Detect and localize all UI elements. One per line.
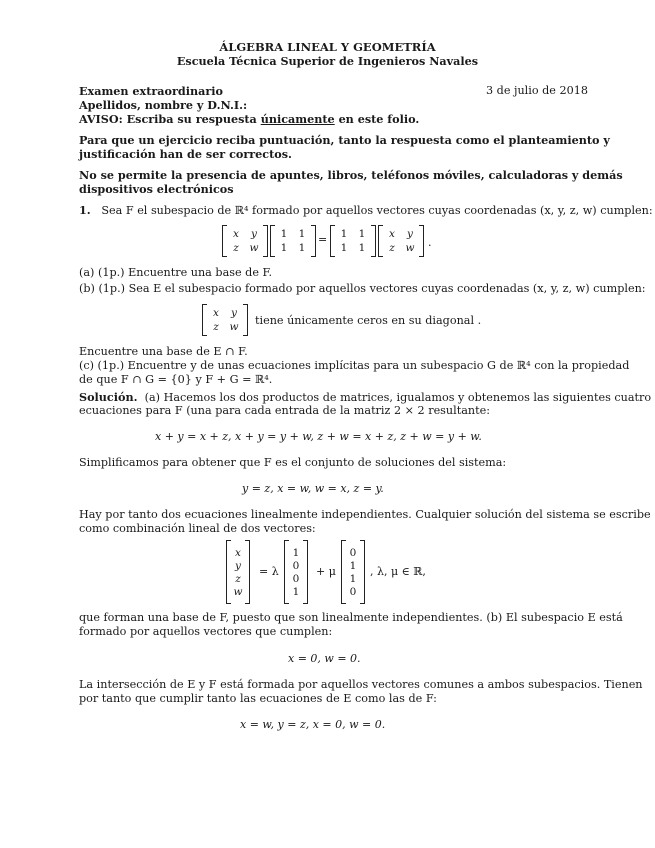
solution-line-3a: Hay por tanto dos ecuaciones linealmente independientes. Cualquier solución del sistema se escribe xyxy=(79,508,651,521)
diagonal-condition: tiene únicamente ceros en su diagonal . xyxy=(255,314,482,327)
rule-1-line-1: Para que un ejercicio reciba puntuación, tanto la respuesta como el planteamiento y xyxy=(79,133,610,147)
part-a: (a) (1p.) Encuentre una base de F. xyxy=(79,266,273,279)
solution-line-5b: por tanto que cumplir tanto las ecuaciones de E como las de F: xyxy=(79,692,437,705)
equations-a: x + y = x + z, x + y = y + w, z + w = x + z, z + w = y + w. xyxy=(155,430,482,443)
solution-line-2: ecuaciones para F (una para cada entrada de la matriz 2 × 2 resultante: xyxy=(79,404,490,417)
vector-xyzw: x y z w xyxy=(226,540,250,604)
equals-lambda: = λ xyxy=(259,565,279,578)
matrix-ones-2: 1 1 1 1 xyxy=(330,225,376,257)
equals-sign: = xyxy=(318,233,328,246)
solution-label: Solución. xyxy=(79,390,138,404)
part-b: (b) (1p.) Sea E el subespacio formado por aquellos vectores cuyas coordenadas (x, y, z, w) cumplen: xyxy=(79,282,646,295)
solution-line-4b: formado por aquellos vectores que cumplen: xyxy=(79,625,333,638)
solution-line-3b: como combinación lineal de dos vectores: xyxy=(79,522,316,535)
solution-line-5a: La intersección de E y F está formada por aquellos vectores comunes a ambos subespacios. Tienen xyxy=(79,678,643,691)
problem-number: 1. xyxy=(79,203,91,217)
notice-emphasis: únicamente xyxy=(260,112,335,126)
rule-2-line-2: dispositivos electrónicos xyxy=(79,182,234,196)
part-b-question: Encuentre una base de E ∩ F. xyxy=(79,345,248,358)
matrix-ones-1: 1 1 1 1 xyxy=(270,225,316,257)
problem-text: Sea F el subespacio de ℝ⁴ formado por aquellos vectores cuyas coordenadas (x, y, z, w) cumplen: xyxy=(101,204,653,217)
part-c-line-2: de que F ∩ G = {0} y F + G = ℝ⁴. xyxy=(79,373,273,386)
notice-prefix: AVISO: Escriba su respuesta xyxy=(79,112,261,126)
matrix-xyzw-1: x y z w xyxy=(222,225,268,257)
exam-type: Examen extraordinario xyxy=(79,84,223,98)
vector-basis-2: 0 1 1 0 xyxy=(341,540,365,604)
equations-d: x = w, y = z, x = 0, w = 0. xyxy=(240,718,386,731)
rule-2-line-1: No se permite la presencia de apuntes, libros, teléfonos móviles, calculadoras y demás xyxy=(79,168,623,182)
equations-b: y = z, x = w, w = x, z = y. xyxy=(242,482,384,495)
equation-period: . xyxy=(428,236,432,249)
matrix-xyzw-2: x y z w xyxy=(378,225,424,257)
solution-line-4a: que forman una base de F, puesto que son linealmente independientes. (b) El subespacio E está xyxy=(79,611,623,624)
name-field-label: Apellidos, nombre y D.N.I.: xyxy=(79,98,248,112)
problem-statement xyxy=(79,203,653,218)
solution-line-1 xyxy=(79,390,651,405)
matrix-xyzw-3: x y z w xyxy=(202,304,248,336)
notice-suffix: en este folio. xyxy=(334,112,420,126)
part-c-line-1: (c) (1p.) Encuentre y de unas ecuaciones implícitas para un subespacio G de ℝ⁴ con la propiedad xyxy=(79,359,630,372)
vector-basis-1: 1 0 0 1 xyxy=(284,540,308,604)
lambda-mu-real: , λ, μ ∈ ℝ, xyxy=(370,565,426,578)
exam-date: 3 de julio de 2018 xyxy=(486,84,588,97)
rule-1-line-2: justificación han de ser correctos. xyxy=(79,147,292,161)
equations-c: x = 0, w = 0. xyxy=(288,652,361,665)
plus-mu: + μ xyxy=(316,565,336,578)
simplify-text: Simplificamos para obtener que F es el conjunto de soluciones del sistema: xyxy=(79,456,507,469)
notice xyxy=(79,112,419,126)
page-title: ÁLGEBRA LINEAL Y GEOMETRÍA xyxy=(219,40,436,54)
page-subtitle: Escuela Técnica Superior de Ingenieros Navales xyxy=(176,54,479,68)
solution-line-1-text: (a) Hacemos los dos productos de matrices, igualamos y obtenemos las siguientes cuatro xyxy=(144,391,652,404)
